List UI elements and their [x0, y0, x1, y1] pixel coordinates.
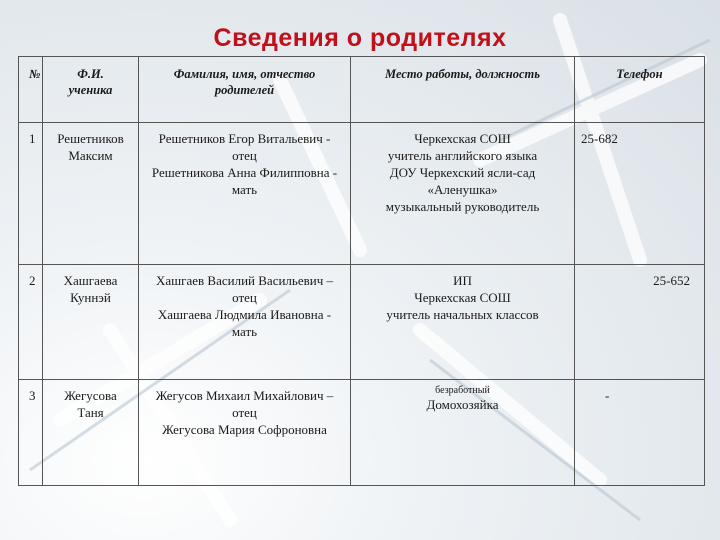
phone: - [575, 380, 705, 486]
workplace: безработный Домохозяйка [351, 380, 575, 486]
student-name: Жегусова Таня [43, 380, 139, 486]
header-phone: Телефон [575, 57, 705, 123]
parents-names: Хашгаев Василий Васильевич – отец Хашгаева Людмила Ивановна - мать [139, 265, 351, 380]
work-note: безработный [435, 385, 490, 396]
parents-names: Решетников Егор Витальевич - отец Решетникова Анна Филипповна - мать [139, 123, 351, 265]
student-name: Решетников Максим [43, 123, 139, 265]
header-parent-name: Фамилия, имя, отчество родителей [139, 57, 351, 123]
header-student: Ф.И. ученика [43, 57, 139, 123]
row-num: 3 [19, 380, 43, 486]
page-title: Сведения о родителях [213, 24, 507, 52]
table-row [19, 380, 705, 486]
header-work: Место работы, должность [351, 57, 575, 123]
workplace: Черкехская СОШ учитель английского языка ДОУ Черкехский ясли-сад «Аленушка» музыкальный руководитель [351, 123, 575, 265]
header-num: № [19, 57, 43, 123]
phone: 25-682 [575, 123, 705, 265]
row-num: 2 [19, 265, 43, 380]
table-row [19, 123, 705, 265]
table-row [19, 265, 705, 380]
table-header-row [19, 57, 705, 123]
parents-names: Жегусов Михаил Михайлович – отец Жегусова Мария Софроновна [139, 380, 351, 486]
workplace: ИП Черкехская СОШ учитель начальных классов [351, 265, 575, 380]
student-name: Хашгаева Куннэй [43, 265, 139, 380]
phone: 25-652 [575, 265, 705, 380]
row-num: 1 [19, 123, 43, 265]
parents-table [18, 56, 705, 486]
